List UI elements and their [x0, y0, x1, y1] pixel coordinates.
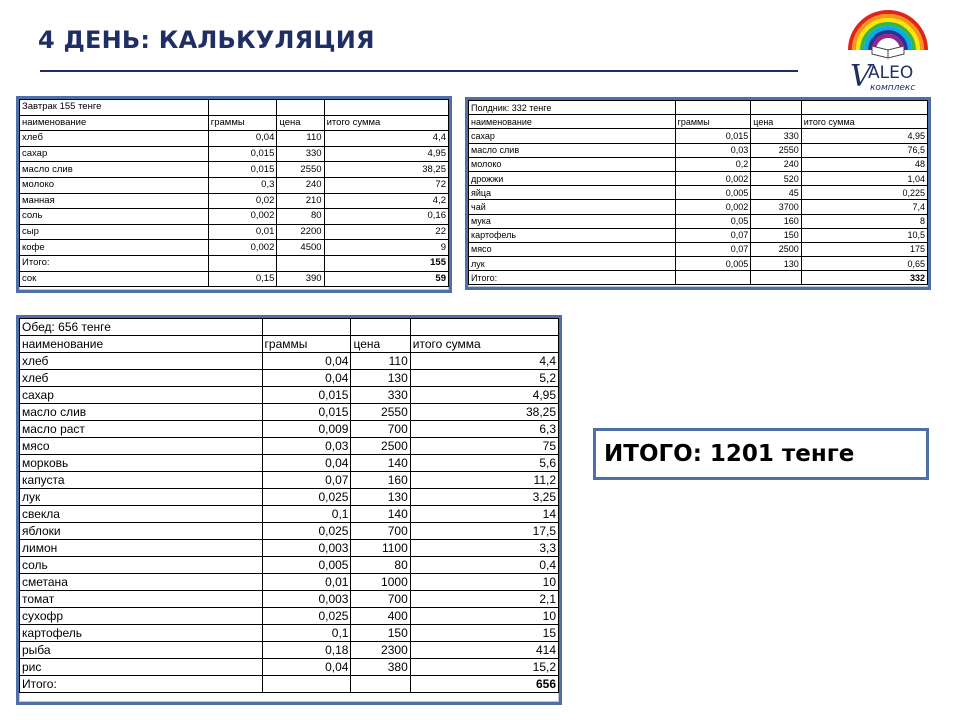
- column-header: наименование: [469, 115, 676, 129]
- rainbow-book-icon: [846, 6, 930, 98]
- column-header: цена: [751, 115, 801, 129]
- item-grams: 0,015: [262, 387, 351, 404]
- table-row: [20, 642, 559, 659]
- item-grams: 0,01: [262, 574, 351, 591]
- table-row: [20, 209, 449, 225]
- total-row: [20, 255, 449, 271]
- item-grams: 0,15: [208, 271, 277, 287]
- item-name: мясо: [469, 242, 676, 256]
- item-name: хлеб: [20, 370, 263, 387]
- item-price: 130: [751, 257, 801, 271]
- item-sum: 1,04: [801, 171, 927, 185]
- item-name: молоко: [20, 177, 209, 193]
- table-row: [20, 146, 449, 162]
- total-value: 155: [324, 255, 448, 271]
- grand-total-box: [593, 428, 929, 480]
- table-row: [20, 455, 559, 472]
- item-name: рыба: [20, 642, 263, 659]
- item-price: 330: [351, 387, 410, 404]
- item-grams: 0,07: [262, 472, 351, 489]
- table-header-row: [469, 115, 928, 129]
- item-name: капуста: [20, 472, 263, 489]
- item-sum: 5,2: [410, 370, 558, 387]
- item-price: 130: [351, 489, 410, 506]
- item-sum: 14: [410, 506, 558, 523]
- item-grams: 0,002: [675, 200, 751, 214]
- item-grams: 0,18: [262, 642, 351, 659]
- item-name: лимон: [20, 540, 263, 557]
- table-row: [20, 271, 449, 287]
- breakfast-table: [16, 96, 452, 293]
- item-name: соль: [20, 209, 209, 225]
- total-row: [20, 676, 559, 693]
- total-label: Итого:: [469, 271, 676, 285]
- item-price: 2200: [277, 224, 324, 240]
- table-row: [20, 625, 559, 642]
- item-name: дрожжи: [469, 171, 676, 185]
- item-name: масло слив: [469, 143, 676, 157]
- item-grams: 0,025: [262, 523, 351, 540]
- item-grams: 0,03: [262, 438, 351, 455]
- item-name: сыр: [20, 224, 209, 240]
- item-sum: 175: [801, 242, 927, 256]
- item-sum: 414: [410, 642, 558, 659]
- item-name: сок: [20, 271, 209, 287]
- item-price: 1100: [351, 540, 410, 557]
- item-grams: 0,015: [208, 146, 277, 162]
- table-row: [20, 353, 559, 370]
- lunch-table: [16, 315, 562, 705]
- item-sum: 4,95: [801, 129, 927, 143]
- item-name: соль: [20, 557, 263, 574]
- total-row: [469, 271, 928, 285]
- item-sum: 4,95: [324, 146, 448, 162]
- item-grams: 0,005: [262, 557, 351, 574]
- grand-total-text: ИТОГО: 1201 тенге: [604, 441, 855, 467]
- table-row: [20, 162, 449, 178]
- item-sum: 75: [410, 438, 558, 455]
- item-price: 400: [351, 608, 410, 625]
- table-row: [469, 143, 928, 157]
- table-header-row: [20, 115, 449, 131]
- item-name: молоко: [469, 157, 676, 171]
- column-header: итого сумма: [801, 115, 927, 129]
- item-name: масло слив: [20, 162, 209, 178]
- item-name: лук: [469, 257, 676, 271]
- item-sum: 10: [410, 608, 558, 625]
- item-sum: 3,25: [410, 489, 558, 506]
- table-row: [20, 387, 559, 404]
- item-sum: 38,25: [324, 162, 448, 178]
- table-row: [469, 171, 928, 185]
- item-sum: 7,4: [801, 200, 927, 214]
- table-row: [20, 489, 559, 506]
- table-row: [20, 608, 559, 625]
- item-price: 150: [351, 625, 410, 642]
- item-sum: 3,3: [410, 540, 558, 557]
- table-row: [20, 438, 559, 455]
- item-sum: 10,5: [801, 228, 927, 242]
- item-name: сухофр: [20, 608, 263, 625]
- item-price: 150: [751, 228, 801, 242]
- item-sum: 5,6: [410, 455, 558, 472]
- table-row: [20, 131, 449, 147]
- item-price: 80: [277, 209, 324, 225]
- table-row: [469, 242, 928, 256]
- item-price: 160: [351, 472, 410, 489]
- table-row: [20, 421, 559, 438]
- item-price: 2500: [751, 242, 801, 256]
- item-sum: 72: [324, 177, 448, 193]
- column-header: граммы: [262, 336, 351, 353]
- item-price: 520: [751, 171, 801, 185]
- item-grams: 0,01: [208, 224, 277, 240]
- item-sum: 4,4: [324, 131, 448, 147]
- item-name: картофель: [20, 625, 263, 642]
- item-grams: 0,07: [675, 242, 751, 256]
- table-row: [20, 472, 559, 489]
- item-price: 140: [351, 455, 410, 472]
- item-price: 4500: [277, 240, 324, 256]
- item-sum: 48: [801, 157, 927, 171]
- item-name: хлеб: [20, 353, 263, 370]
- item-sum: 76,5: [801, 143, 927, 157]
- item-price: 700: [351, 421, 410, 438]
- table-row: [469, 129, 928, 143]
- table-row: [20, 659, 559, 676]
- item-sum: 11,2: [410, 472, 558, 489]
- item-grams: 0,005: [675, 257, 751, 271]
- item-grams: 0,025: [262, 608, 351, 625]
- item-grams: 0,025: [262, 489, 351, 506]
- table-row: [20, 224, 449, 240]
- table-row: [20, 177, 449, 193]
- item-sum: 8: [801, 214, 927, 228]
- total-value: 656: [410, 676, 558, 693]
- item-grams: 0,005: [675, 186, 751, 200]
- item-grams: 0,05: [675, 214, 751, 228]
- table-row: [469, 257, 928, 271]
- item-price: 2550: [277, 162, 324, 178]
- table-row: [20, 193, 449, 209]
- total-value: 332: [801, 271, 927, 285]
- table-row: [469, 228, 928, 242]
- item-name: масло раст: [20, 421, 263, 438]
- logo-brand-text: ALEO: [868, 63, 914, 83]
- lunch-caption: Обед: 656 тенге: [20, 319, 263, 336]
- table-row: [20, 574, 559, 591]
- item-grams: 0,2: [675, 157, 751, 171]
- item-price: 110: [277, 131, 324, 147]
- item-price: 45: [751, 186, 801, 200]
- item-grams: 0,3: [208, 177, 277, 193]
- item-grams: 0,03: [675, 143, 751, 157]
- item-grams: 0,04: [262, 659, 351, 676]
- item-sum: 9: [324, 240, 448, 256]
- item-name: чай: [469, 200, 676, 214]
- item-price: 330: [277, 146, 324, 162]
- item-sum: 59: [324, 271, 448, 287]
- column-header: наименование: [20, 115, 209, 131]
- item-name: сметана: [20, 574, 263, 591]
- item-name: сахар: [469, 129, 676, 143]
- item-name: мясо: [20, 438, 263, 455]
- item-sum: 22: [324, 224, 448, 240]
- table-row: [469, 186, 928, 200]
- table-caption-row: [20, 100, 449, 116]
- item-price: 3700: [751, 200, 801, 214]
- item-price: 2550: [351, 404, 410, 421]
- item-sum: 0,16: [324, 209, 448, 225]
- table-row: [469, 214, 928, 228]
- column-header: итого сумма: [324, 115, 448, 131]
- column-header: наименование: [20, 336, 263, 353]
- table-row: [20, 540, 559, 557]
- logo-subtitle-text: комплекс: [870, 83, 916, 93]
- table-row: [469, 200, 928, 214]
- table-row: [20, 557, 559, 574]
- table-caption-row: [469, 101, 928, 115]
- item-grams: 0,1: [262, 625, 351, 642]
- total-label: Итого:: [20, 255, 209, 271]
- table-header-row: [20, 336, 559, 353]
- item-price: 330: [751, 129, 801, 143]
- svg-text:V: V: [850, 59, 872, 94]
- item-sum: 15: [410, 625, 558, 642]
- item-grams: 0,04: [262, 353, 351, 370]
- item-sum: 15,2: [410, 659, 558, 676]
- item-sum: 0,65: [801, 257, 927, 271]
- item-grams: 0,015: [262, 404, 351, 421]
- item-price: 2300: [351, 642, 410, 659]
- table-row: [469, 157, 928, 171]
- table-row: [20, 591, 559, 608]
- item-name: яблоки: [20, 523, 263, 540]
- item-grams: 0,07: [675, 228, 751, 242]
- item-price: 240: [751, 157, 801, 171]
- item-price: 210: [277, 193, 324, 209]
- table-row: [20, 240, 449, 256]
- item-price: 160: [751, 214, 801, 228]
- item-sum: 6,3: [410, 421, 558, 438]
- item-grams: 0,015: [208, 162, 277, 178]
- item-name: картофель: [469, 228, 676, 242]
- item-price: 130: [351, 370, 410, 387]
- page-title: 4 ДЕНЬ: КАЛЬКУЛЯЦИЯ: [38, 26, 375, 54]
- item-grams: 0,04: [262, 370, 351, 387]
- snack-caption: Полдник: 332 тенге: [469, 101, 676, 115]
- item-name: томат: [20, 591, 263, 608]
- item-price: 2500: [351, 438, 410, 455]
- column-header: граммы: [208, 115, 277, 131]
- item-grams: 0,002: [208, 209, 277, 225]
- item-grams: 0,04: [262, 455, 351, 472]
- column-header: граммы: [675, 115, 751, 129]
- column-header: итого сумма: [410, 336, 558, 353]
- item-name: сахар: [20, 387, 263, 404]
- item-name: манная: [20, 193, 209, 209]
- table-caption-row: [20, 319, 559, 336]
- item-name: мука: [469, 214, 676, 228]
- table-row: [20, 404, 559, 421]
- item-sum: 4,95: [410, 387, 558, 404]
- item-sum: 38,25: [410, 404, 558, 421]
- item-grams: 0,003: [262, 540, 351, 557]
- item-sum: 17,5: [410, 523, 558, 540]
- item-name: хлеб: [20, 131, 209, 147]
- item-grams: 0,002: [675, 171, 751, 185]
- item-sum: 0,4: [410, 557, 558, 574]
- column-header: цена: [351, 336, 410, 353]
- item-price: 2550: [751, 143, 801, 157]
- item-sum: 10: [410, 574, 558, 591]
- item-price: 140: [351, 506, 410, 523]
- item-sum: 4,2: [324, 193, 448, 209]
- table-row: [20, 370, 559, 387]
- table-row: [20, 523, 559, 540]
- item-price: 390: [277, 271, 324, 287]
- breakfast-caption: Завтрак 155 тенге: [20, 100, 209, 116]
- item-price: 1000: [351, 574, 410, 591]
- item-price: 380: [351, 659, 410, 676]
- item-name: рис: [20, 659, 263, 676]
- item-grams: 0,003: [262, 591, 351, 608]
- item-grams: 0,002: [208, 240, 277, 256]
- item-price: 700: [351, 591, 410, 608]
- item-grams: 0,009: [262, 421, 351, 438]
- snack-table: [465, 97, 931, 290]
- item-grams: 0,1: [262, 506, 351, 523]
- item-sum: 2,1: [410, 591, 558, 608]
- item-sum: 4,4: [410, 353, 558, 370]
- item-name: кофе: [20, 240, 209, 256]
- item-grams: 0,015: [675, 129, 751, 143]
- item-sum: 0,225: [801, 186, 927, 200]
- table-row: [20, 506, 559, 523]
- item-name: морковь: [20, 455, 263, 472]
- valeo-logo: [846, 6, 930, 98]
- total-label: Итого:: [20, 676, 263, 693]
- item-price: 700: [351, 523, 410, 540]
- title-divider: [40, 70, 798, 72]
- item-price: 80: [351, 557, 410, 574]
- column-header: цена: [277, 115, 324, 131]
- item-price: 240: [277, 177, 324, 193]
- item-name: сахар: [20, 146, 209, 162]
- item-grams: 0,04: [208, 131, 277, 147]
- item-name: масло слив: [20, 404, 263, 421]
- item-name: лук: [20, 489, 263, 506]
- item-name: яйца: [469, 186, 676, 200]
- item-name: свекла: [20, 506, 263, 523]
- item-grams: 0,02: [208, 193, 277, 209]
- item-price: 110: [351, 353, 410, 370]
